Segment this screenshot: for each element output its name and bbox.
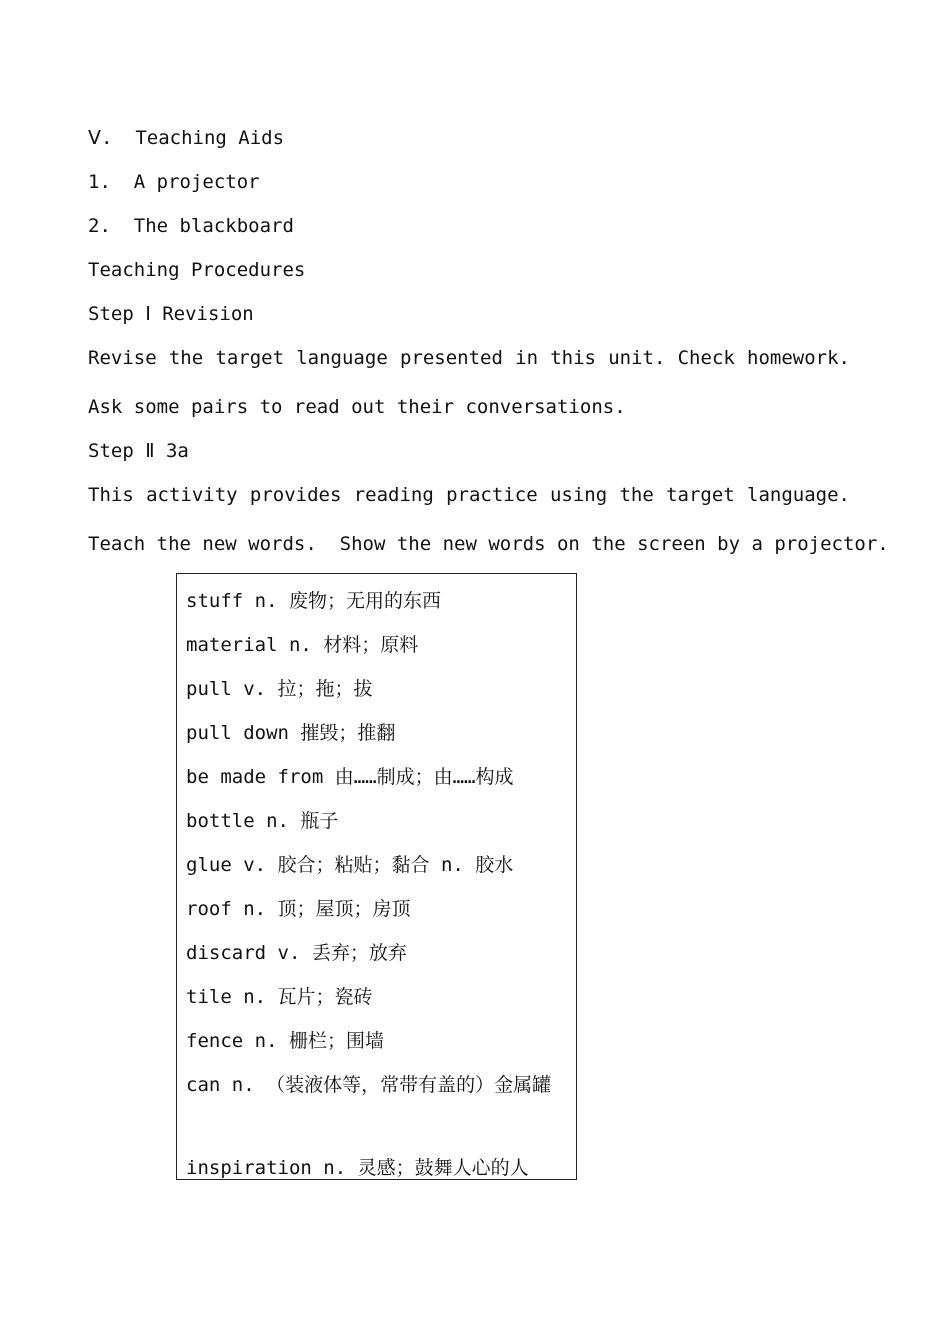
step1-heading: Step Ⅰ Revision (88, 303, 254, 325)
vocab-item: bottle n. 瓶子 (186, 810, 339, 832)
step1-paragraph-line1: Revise the target language presented in this unit. Check homework. (88, 347, 850, 369)
vocab-item: discard v. 丢弃；放弃 (186, 942, 407, 964)
aid-item-projector: 1. A projector (88, 171, 260, 193)
vocab-item: be made from 由……制成；由……构成 (186, 766, 514, 788)
vocab-item: tile n. 瓦片；瓷砖 (186, 986, 373, 1008)
section-heading: Ⅴ. Teaching Aids (88, 127, 285, 149)
vocab-item: inspiration n. 灵感；鼓舞人心的人 (186, 1157, 529, 1179)
vocab-item: roof n. 顶；屋顶；房顶 (186, 898, 411, 920)
vocab-item: can n. （装液体等，常带有盖的）金属罐 (186, 1074, 552, 1096)
vocab-item: pull down 摧毁；推翻 (186, 722, 396, 744)
vocab-item: glue v. 胶合；粘贴；黏合 n. 胶水 (186, 854, 514, 876)
step1-paragraph-line2: Ask some pairs to read out their conversations. (88, 396, 626, 418)
vocab-item: material n. 材料；原料 (186, 634, 419, 656)
vocab-item: fence n. 栅栏；围墙 (186, 1030, 384, 1052)
procedures-title: Teaching Procedures (88, 259, 306, 281)
step2-heading: Step Ⅱ 3a (88, 440, 189, 462)
vocabulary-box (176, 573, 577, 1180)
vocab-item: stuff n. 废物；无用的东西 (186, 590, 441, 612)
step2-paragraph-line2: Teach the new words. Show the new words on the screen by a projector. (88, 533, 889, 555)
step2-paragraph-line1: This activity provides reading practice using the target language. (88, 484, 850, 506)
aid-item-blackboard: 2. The blackboard (88, 215, 294, 237)
vocab-item: pull v. 拉；拖；拔 (186, 678, 373, 700)
